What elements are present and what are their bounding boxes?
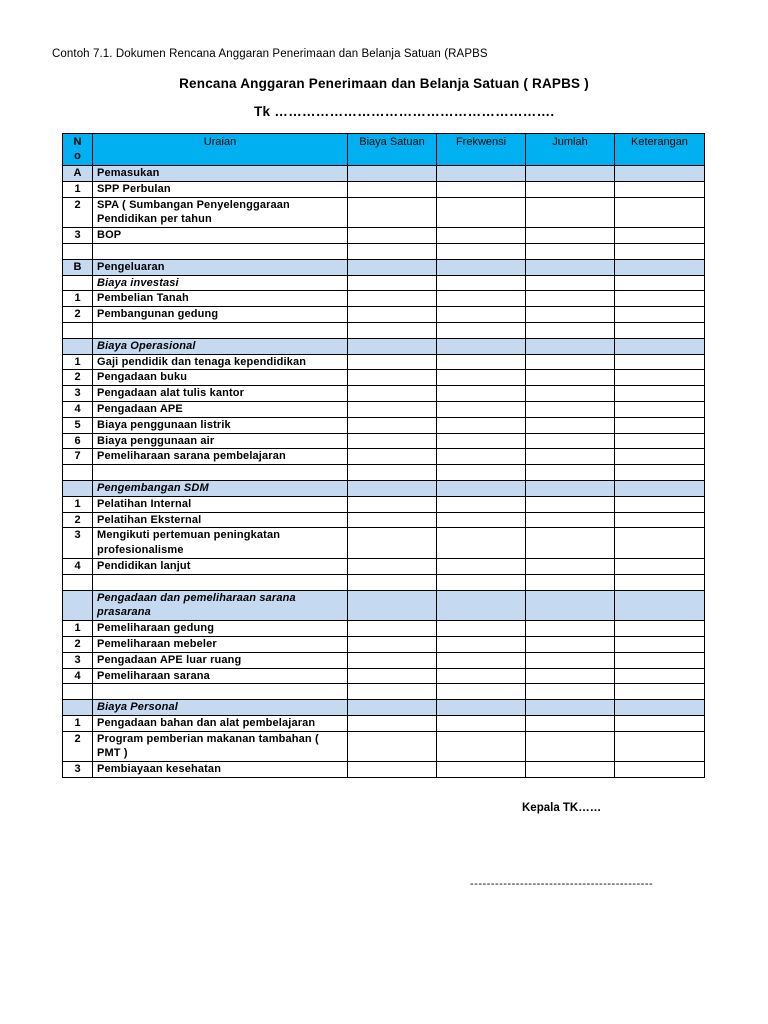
row-number: 2 xyxy=(63,512,93,528)
keterangan-cell xyxy=(615,401,705,417)
biaya-satuan-cell xyxy=(348,668,437,684)
row-uraian: Pelatihan Internal xyxy=(93,496,348,512)
frekwensi-cell xyxy=(437,275,526,291)
jumlah-cell xyxy=(526,558,615,574)
biaya-satuan-cell xyxy=(348,307,437,323)
row-uraian: Biaya Operasional xyxy=(93,338,348,354)
biaya-satuan-cell xyxy=(348,652,437,668)
row-uraian: Pendidikan lanjut xyxy=(93,558,348,574)
frekwensi-cell xyxy=(437,401,526,417)
table-row xyxy=(63,322,705,338)
table-row xyxy=(63,621,705,637)
table-row xyxy=(63,291,705,307)
table-row xyxy=(63,370,705,386)
table-row xyxy=(63,700,705,716)
biaya-satuan-cell xyxy=(348,181,437,197)
keterangan-cell xyxy=(615,228,705,244)
row-uraian: BOP xyxy=(93,228,348,244)
biaya-satuan-cell xyxy=(348,275,437,291)
frekwensi-cell xyxy=(437,652,526,668)
frekwensi-cell xyxy=(437,417,526,433)
jumlah-cell xyxy=(526,574,615,590)
keterangan-cell xyxy=(615,528,705,559)
frekwensi-cell xyxy=(437,590,526,621)
jumlah-cell xyxy=(526,166,615,182)
row-number xyxy=(63,338,93,354)
biaya-satuan-cell xyxy=(348,528,437,559)
keterangan-cell xyxy=(615,636,705,652)
table-row xyxy=(63,684,705,700)
jumlah-cell xyxy=(526,449,615,465)
table-header-row xyxy=(63,134,705,166)
jumlah-cell xyxy=(526,684,615,700)
table-row xyxy=(63,401,705,417)
frekwensi-cell xyxy=(437,715,526,731)
table-row xyxy=(63,731,705,762)
row-number: 1 xyxy=(63,291,93,307)
row-uraian: Biaya penggunaan listrik xyxy=(93,417,348,433)
row-number: 2 xyxy=(63,370,93,386)
jumlah-cell xyxy=(526,228,615,244)
row-number: 1 xyxy=(63,354,93,370)
keterangan-cell xyxy=(615,652,705,668)
row-uraian: Biaya penggunaan air xyxy=(93,433,348,449)
jumlah-cell xyxy=(526,354,615,370)
keterangan-cell xyxy=(615,354,705,370)
keterangan-cell xyxy=(615,480,705,496)
biaya-satuan-cell xyxy=(348,700,437,716)
signature-line: -------------------------------------------- xyxy=(470,878,654,890)
row-uraian: Pengeluaran xyxy=(93,259,348,275)
row-uraian: Biaya Personal xyxy=(93,700,348,716)
signer-label: Kepala TK…… xyxy=(522,802,602,814)
row-number: A xyxy=(63,166,93,182)
table-row xyxy=(63,166,705,182)
biaya-satuan-cell xyxy=(348,496,437,512)
jumlah-cell xyxy=(526,338,615,354)
table-row xyxy=(63,307,705,323)
frekwensi-cell xyxy=(437,621,526,637)
jumlah-cell xyxy=(526,417,615,433)
table-row xyxy=(63,636,705,652)
rapbs-table xyxy=(62,133,705,778)
biaya-satuan-cell xyxy=(348,386,437,402)
jumlah-cell xyxy=(526,762,615,778)
biaya-satuan-cell xyxy=(348,465,437,481)
biaya-satuan-cell xyxy=(348,338,437,354)
keterangan-cell xyxy=(615,197,705,228)
frekwensi-cell xyxy=(437,243,526,259)
table-row xyxy=(63,433,705,449)
biaya-satuan-cell xyxy=(348,228,437,244)
row-uraian: Pembelian Tanah xyxy=(93,291,348,307)
table-row xyxy=(63,558,705,574)
table-row xyxy=(63,354,705,370)
keterangan-cell xyxy=(615,590,705,621)
keterangan-cell xyxy=(615,449,705,465)
header-no xyxy=(63,134,93,166)
jumlah-cell xyxy=(526,370,615,386)
header-jumlah: Jumlah xyxy=(526,134,615,166)
biaya-satuan-cell xyxy=(348,291,437,307)
frekwensi-cell xyxy=(437,166,526,182)
row-uraian: SPA ( Sumbangan Penyelenggaraan Pendidikan per tahun xyxy=(93,197,348,228)
biaya-satuan-cell xyxy=(348,762,437,778)
biaya-satuan-cell xyxy=(348,684,437,700)
jumlah-cell xyxy=(526,386,615,402)
table-row xyxy=(63,449,705,465)
row-number: 2 xyxy=(63,307,93,323)
jumlah-cell xyxy=(526,715,615,731)
keterangan-cell xyxy=(615,621,705,637)
frekwensi-cell xyxy=(437,684,526,700)
frekwensi-cell xyxy=(437,322,526,338)
biaya-satuan-cell xyxy=(348,354,437,370)
table-row xyxy=(63,668,705,684)
row-number xyxy=(63,590,93,621)
row-uraian: Pemeliharaan sarana xyxy=(93,668,348,684)
table-row xyxy=(63,715,705,731)
row-uraian: Pengadaan APE xyxy=(93,401,348,417)
keterangan-cell xyxy=(615,558,705,574)
row-uraian: Pengadaan buku xyxy=(93,370,348,386)
row-number xyxy=(63,322,93,338)
frekwensi-cell xyxy=(437,386,526,402)
row-uraian: Pengadaan APE luar ruang xyxy=(93,652,348,668)
biaya-satuan-cell xyxy=(348,480,437,496)
row-uraian: Pengembangan SDM xyxy=(93,480,348,496)
row-uraian: Pemasukan xyxy=(93,166,348,182)
biaya-satuan-cell xyxy=(348,621,437,637)
row-uraian: Mengikuti pertemuan peningkatan profesionalisme xyxy=(93,528,348,559)
table-row xyxy=(63,197,705,228)
row-number: 7 xyxy=(63,449,93,465)
row-number xyxy=(63,275,93,291)
row-number: 2 xyxy=(63,636,93,652)
header-frekwensi: Frekwensi xyxy=(437,134,526,166)
table-row xyxy=(63,465,705,481)
jumlah-cell xyxy=(526,181,615,197)
frekwensi-cell xyxy=(437,259,526,275)
keterangan-cell xyxy=(615,684,705,700)
frekwensi-cell xyxy=(437,700,526,716)
row-number: 3 xyxy=(63,386,93,402)
row-uraian: SPP Perbulan xyxy=(93,181,348,197)
table-row xyxy=(63,652,705,668)
row-number: 1 xyxy=(63,496,93,512)
row-number: 6 xyxy=(63,433,93,449)
table-row xyxy=(63,512,705,528)
row-number: 2 xyxy=(63,731,93,762)
frekwensi-cell xyxy=(437,731,526,762)
biaya-satuan-cell xyxy=(348,731,437,762)
table-row xyxy=(63,590,705,621)
document-caption: Contoh 7.1. Dokumen Rencana Anggaran Penerimaan dan Belanja Satuan (RAPBS xyxy=(52,48,488,60)
jumlah-cell xyxy=(526,668,615,684)
table-row xyxy=(63,181,705,197)
frekwensi-cell xyxy=(437,197,526,228)
row-uraian xyxy=(93,243,348,259)
frekwensi-cell xyxy=(437,480,526,496)
biaya-satuan-cell xyxy=(348,370,437,386)
jumlah-cell xyxy=(526,275,615,291)
jumlah-cell xyxy=(526,621,615,637)
jumlah-cell xyxy=(526,401,615,417)
biaya-satuan-cell xyxy=(348,715,437,731)
row-number: 4 xyxy=(63,668,93,684)
keterangan-cell xyxy=(615,512,705,528)
frekwensi-cell xyxy=(437,228,526,244)
keterangan-cell xyxy=(615,259,705,275)
keterangan-cell xyxy=(615,762,705,778)
table-row xyxy=(63,275,705,291)
row-number: 1 xyxy=(63,181,93,197)
row-number: 1 xyxy=(63,715,93,731)
jumlah-cell xyxy=(526,652,615,668)
jumlah-cell xyxy=(526,636,615,652)
jumlah-cell xyxy=(526,465,615,481)
biaya-satuan-cell xyxy=(348,433,437,449)
row-uraian: Pengadaan alat tulis kantor xyxy=(93,386,348,402)
table-row xyxy=(63,243,705,259)
table-row xyxy=(63,386,705,402)
biaya-satuan-cell xyxy=(348,636,437,652)
table-row xyxy=(63,338,705,354)
table-body xyxy=(63,166,705,778)
biaya-satuan-cell xyxy=(348,197,437,228)
row-uraian: Pemeliharaan mebeler xyxy=(93,636,348,652)
keterangan-cell xyxy=(615,307,705,323)
row-uraian: Biaya investasi xyxy=(93,275,348,291)
jumlah-cell xyxy=(526,259,615,275)
jumlah-cell xyxy=(526,700,615,716)
table-row xyxy=(63,480,705,496)
row-uraian: Gaji pendidik dan tenaga kependidikan xyxy=(93,354,348,370)
keterangan-cell xyxy=(615,700,705,716)
jumlah-cell xyxy=(526,496,615,512)
biaya-satuan-cell xyxy=(348,574,437,590)
jumlah-cell xyxy=(526,322,615,338)
keterangan-cell xyxy=(615,668,705,684)
row-number xyxy=(63,574,93,590)
row-number xyxy=(63,243,93,259)
frekwensi-cell xyxy=(437,558,526,574)
row-uraian xyxy=(93,465,348,481)
biaya-satuan-cell xyxy=(348,259,437,275)
header-no-label: N o xyxy=(73,136,82,162)
row-uraian: Program pemberian makanan tambahan ( PMT ) xyxy=(93,731,348,762)
keterangan-cell xyxy=(615,275,705,291)
row-uraian: Pelatihan Eksternal xyxy=(93,512,348,528)
jumlah-cell xyxy=(526,243,615,259)
row-number xyxy=(63,465,93,481)
table-row xyxy=(63,762,705,778)
keterangan-cell xyxy=(615,731,705,762)
document-title: Rencana Anggaran Penerimaan dan Belanja Satuan ( RAPBS ) xyxy=(179,76,589,91)
row-number: 3 xyxy=(63,528,93,559)
keterangan-cell xyxy=(615,370,705,386)
jumlah-cell xyxy=(526,512,615,528)
frekwensi-cell xyxy=(437,181,526,197)
row-number xyxy=(63,700,93,716)
frekwensi-cell xyxy=(437,307,526,323)
biaya-satuan-cell xyxy=(348,417,437,433)
keterangan-cell xyxy=(615,574,705,590)
table-row xyxy=(63,528,705,559)
frekwensi-cell xyxy=(437,354,526,370)
row-uraian: Pengadaan dan pemeliharaan sarana prasarana xyxy=(93,590,348,621)
row-number: 4 xyxy=(63,558,93,574)
frekwensi-cell xyxy=(437,574,526,590)
header-biaya-satuan: Biaya Satuan xyxy=(348,134,437,166)
row-uraian: Pemeliharaan sarana pembelajaran xyxy=(93,449,348,465)
keterangan-cell xyxy=(615,166,705,182)
row-uraian xyxy=(93,322,348,338)
table-row xyxy=(63,496,705,512)
row-number: 2 xyxy=(63,197,93,228)
row-uraian xyxy=(93,574,348,590)
jumlah-cell xyxy=(526,480,615,496)
biaya-satuan-cell xyxy=(348,322,437,338)
frekwensi-cell xyxy=(437,636,526,652)
frekwensi-cell xyxy=(437,512,526,528)
row-number: 3 xyxy=(63,228,93,244)
row-number xyxy=(63,684,93,700)
biaya-satuan-cell xyxy=(348,449,437,465)
table-row xyxy=(63,228,705,244)
biaya-satuan-cell xyxy=(348,243,437,259)
frekwensi-cell xyxy=(437,496,526,512)
frekwensi-cell xyxy=(437,433,526,449)
jumlah-cell xyxy=(526,731,615,762)
jumlah-cell xyxy=(526,197,615,228)
table-row xyxy=(63,259,705,275)
row-number xyxy=(63,480,93,496)
frekwensi-cell xyxy=(437,465,526,481)
keterangan-cell xyxy=(615,291,705,307)
frekwensi-cell xyxy=(437,291,526,307)
document-subtitle: Tk ……………………………………………………. xyxy=(254,104,555,119)
keterangan-cell xyxy=(615,338,705,354)
keterangan-cell xyxy=(615,417,705,433)
row-number: B xyxy=(63,259,93,275)
biaya-satuan-cell xyxy=(348,590,437,621)
keterangan-cell xyxy=(615,433,705,449)
biaya-satuan-cell xyxy=(348,512,437,528)
keterangan-cell xyxy=(615,715,705,731)
row-uraian: Pengadaan bahan dan alat pembelajaran xyxy=(93,715,348,731)
row-number: 5 xyxy=(63,417,93,433)
keterangan-cell xyxy=(615,496,705,512)
table-row xyxy=(63,417,705,433)
row-uraian: Pembiayaan kesehatan xyxy=(93,762,348,778)
header-uraian: Uraian xyxy=(93,134,348,166)
row-uraian: Pembangunan gedung xyxy=(93,307,348,323)
biaya-satuan-cell xyxy=(348,558,437,574)
row-number: 1 xyxy=(63,621,93,637)
keterangan-cell xyxy=(615,386,705,402)
jumlah-cell xyxy=(526,307,615,323)
jumlah-cell xyxy=(526,590,615,621)
row-number: 3 xyxy=(63,652,93,668)
biaya-satuan-cell xyxy=(348,401,437,417)
row-uraian xyxy=(93,684,348,700)
biaya-satuan-cell xyxy=(348,166,437,182)
row-number: 4 xyxy=(63,401,93,417)
keterangan-cell xyxy=(615,243,705,259)
jumlah-cell xyxy=(526,528,615,559)
frekwensi-cell xyxy=(437,762,526,778)
row-number: 3 xyxy=(63,762,93,778)
keterangan-cell xyxy=(615,465,705,481)
row-uraian: Pemeliharaan gedung xyxy=(93,621,348,637)
jumlah-cell xyxy=(526,433,615,449)
frekwensi-cell xyxy=(437,449,526,465)
frekwensi-cell xyxy=(437,370,526,386)
keterangan-cell xyxy=(615,181,705,197)
frekwensi-cell xyxy=(437,338,526,354)
jumlah-cell xyxy=(526,291,615,307)
frekwensi-cell xyxy=(437,668,526,684)
header-keterangan: Keterangan xyxy=(615,134,705,166)
frekwensi-cell xyxy=(437,528,526,559)
table-row xyxy=(63,574,705,590)
keterangan-cell xyxy=(615,322,705,338)
